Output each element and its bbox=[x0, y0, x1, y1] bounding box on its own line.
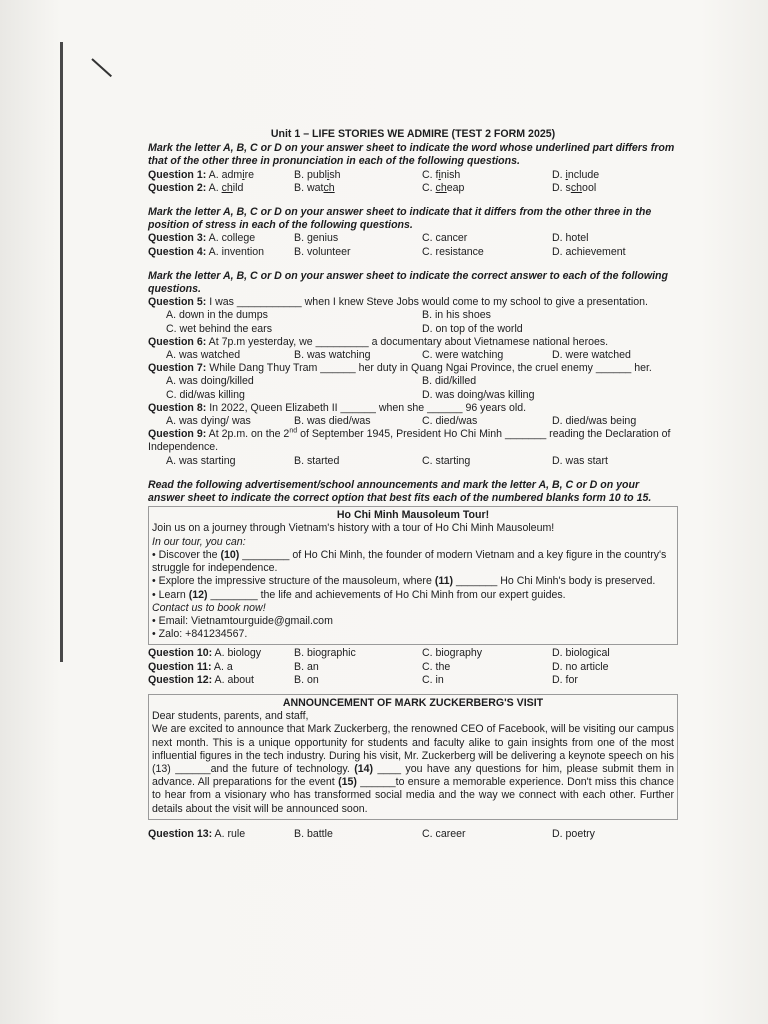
advertisement-bullet-3: • Learn (12) ________ the life and achievements of Ho Chi Minh from our expert guides. bbox=[152, 588, 566, 601]
question-12: Question 12: A. about B. on C. in D. for bbox=[148, 674, 678, 687]
option-b: B. did/killed bbox=[422, 375, 477, 388]
question-10: Question 10: A. biology B. biographic C. biography D. biological bbox=[148, 647, 678, 660]
question-label: Question 9: bbox=[148, 428, 207, 441]
announcement-title: ANNOUNCEMENT OF MARK ZUCKERBERG'S VISIT bbox=[282, 696, 544, 709]
option-d: D. on top of the world bbox=[422, 322, 523, 335]
question-label: Question 10: bbox=[148, 647, 213, 660]
advertisement-email: • Email: Vietnamtourguide@gmail.com bbox=[152, 614, 333, 627]
option-b: B. battle bbox=[294, 827, 333, 840]
option-c: C. in bbox=[422, 673, 444, 686]
question-8-stem: Question 8: In 2022, Queen Elizabeth II ______ when she ______ 96 years old. bbox=[148, 401, 527, 414]
question-5-stem: Question 5: I was ___________ when I knew Steve Jobs would come to my school to give a presentation. bbox=[148, 296, 648, 309]
question-label: Question 12: bbox=[148, 673, 213, 686]
advertisement-bullet-1: • Discover the (10) ________ of Ho Chi Minh, the founder of modern Vietnam and a key figure in the country's struggle for independence. bbox=[152, 548, 667, 575]
stress-instruction: Mark the letter A, B, C or D on your answer sheet to indicate that it differs from the other three in the position of stress in each of the following questions. bbox=[148, 206, 652, 232]
option-d: D. were watched bbox=[552, 349, 631, 362]
question-4: Question 4: A. invention B. volunteer C. resistance D. achievement bbox=[148, 246, 678, 259]
advertisement-bullet-2: • Explore the impressive structure of the mausoleum, where (11) _______ Ho Chi Minh's body is preserved. bbox=[152, 575, 656, 588]
margin-line bbox=[60, 42, 63, 662]
question-3: Question 3: A. college B. genius C. cancer D. hotel bbox=[148, 232, 678, 245]
option-c: C. resistance bbox=[422, 245, 484, 258]
option-d: D. school bbox=[552, 181, 597, 194]
option-a: A. was watched bbox=[166, 349, 241, 362]
option-c: C. were watching bbox=[422, 349, 504, 362]
announcement-box bbox=[148, 694, 678, 820]
option-b: B. biographic bbox=[294, 647, 356, 660]
question-label: Question 6: bbox=[148, 335, 207, 348]
worksheet-title: Unit 1 – LIFE STORIES WE ADMIRE (TEST 2 FORM 2025) bbox=[270, 128, 556, 140]
option-b: B. was watching bbox=[294, 349, 371, 362]
option-d: D. for bbox=[552, 673, 578, 686]
question-7-stem: Question 7: While Dang Thuy Tram ______ her duty in Quang Ngai Province, the cruel enemy ______ her. bbox=[148, 362, 652, 375]
option-a: A. was dying/ was bbox=[166, 415, 251, 428]
announcement-greeting: Dear students, parents, and staff, bbox=[152, 710, 309, 723]
advertisement-title: Ho Chi Minh Mausoleum Tour! bbox=[336, 509, 490, 522]
question-label: Question 8: bbox=[148, 401, 207, 414]
option-b: B. in his shoes bbox=[422, 309, 491, 322]
question-label: Question 4: bbox=[148, 245, 207, 258]
advertisement-intro: Join us on a journey through Vietnam's history with a tour of Ho Chi Minh Mausoleum! bbox=[152, 522, 555, 535]
question-2: Question 2: A. child B. watch C. cheap D. school bbox=[148, 182, 678, 195]
question-8-options bbox=[148, 415, 678, 428]
reading-instruction: Read the following advertisement/school announcements and mark the letter A, B, C or D on your answer sheet to indicate the correct option that best fits each of the numbered blanks form 10 to 15. bbox=[148, 478, 652, 505]
option-c: C. cancer bbox=[422, 232, 468, 245]
advertisement-subheading: In our tour, you can: bbox=[152, 535, 246, 548]
option-d: D. hotel bbox=[552, 232, 589, 245]
option-b: B. genius bbox=[294, 232, 339, 245]
question-1: Question 1: A. admire B. publish C. finish D. include bbox=[148, 169, 678, 182]
option-c: C. the bbox=[422, 660, 451, 673]
option-d: D. was doing/was killing bbox=[422, 388, 535, 401]
question-label: Question 7: bbox=[148, 362, 207, 375]
question-label: Question 1: bbox=[148, 168, 207, 181]
option-b: B. an bbox=[294, 660, 319, 673]
option-c: C. wet behind the ears bbox=[166, 322, 272, 335]
option-a: A. down in the dumps bbox=[166, 309, 268, 322]
option-d: D. no article bbox=[552, 660, 609, 673]
option-c: C. career bbox=[422, 827, 466, 840]
option-d: D. biological bbox=[552, 647, 610, 660]
option-b: B. was died/was bbox=[294, 415, 371, 428]
option-b: B. volunteer bbox=[294, 245, 351, 258]
option-d: D. died/was being bbox=[552, 415, 637, 428]
option-c: C. died/was bbox=[422, 415, 478, 428]
question-label: Question 3: bbox=[148, 232, 207, 245]
option-a: A. was doing/killed bbox=[166, 375, 254, 388]
option-c: C. finish bbox=[422, 168, 461, 181]
question-6-stem: Question 6: At 7p.m yesterday, we _________ a documentary about Vietnamese national heroes. bbox=[148, 335, 609, 348]
option-c: C. starting bbox=[422, 454, 471, 467]
question-label: Question 2: bbox=[148, 181, 207, 194]
question-label: Question 13: bbox=[148, 827, 213, 840]
option-c: C. did/was killing bbox=[166, 388, 245, 401]
question-7-options-row1 bbox=[148, 375, 678, 388]
advertisement-contact: Contact us to book now! bbox=[152, 601, 266, 614]
question-5-options-row1 bbox=[148, 309, 678, 322]
option-b: B. started bbox=[294, 454, 340, 467]
pronunciation-instruction: Mark the letter A, B, C or D on your answer sheet to indicate the word whose underlined part differs from that of the other three in pronunciation in each of the following questions. bbox=[148, 142, 675, 168]
option-c: C. cheap bbox=[422, 181, 465, 194]
option-d: D. include bbox=[552, 168, 600, 181]
option-d: D. achievement bbox=[552, 245, 626, 258]
question-5-options-row2 bbox=[148, 323, 678, 336]
advertisement-box bbox=[148, 506, 678, 645]
option-b: B. publish bbox=[294, 168, 341, 181]
option-c: C. biography bbox=[422, 647, 483, 660]
option-d: D. was start bbox=[552, 454, 608, 467]
option-b: B. watch bbox=[294, 181, 335, 194]
advertisement-zalo: • Zalo: +841234567. bbox=[152, 628, 248, 641]
grammar-instruction: Mark the letter A, B, C or D on your answer sheet to indicate the correct answer to each of the following questions. bbox=[148, 269, 668, 296]
question-6-options bbox=[148, 349, 678, 362]
question-9-options bbox=[148, 455, 678, 468]
question-11: Question 11: A. a B. an C. the D. no article bbox=[148, 661, 678, 674]
option-d: D. poetry bbox=[552, 827, 595, 840]
question-9-stem: Question 9: At 2p.m. on the 2nd of September 1945, President Ho Chi Minh _______ reading the Declaration of Independence. bbox=[148, 427, 671, 454]
question-label: Question 11: bbox=[148, 660, 212, 673]
question-label: Question 5: bbox=[148, 296, 207, 309]
question-13: Question 13: A. rule B. battle C. career D. poetry bbox=[148, 828, 678, 841]
worksheet bbox=[148, 128, 678, 841]
question-7-options-row2 bbox=[148, 389, 678, 402]
option-b: B. on bbox=[294, 673, 319, 686]
announcement-body: We are excited to announce that Mark Zuckerberg, the renowned CEO of Facebook, will be visiting our campus next month. This is a unique opportunity for students and faculty alike to gain insights from one of the most influential figures in the tech industry. During his visit, Mr. Zuckerberg will be delivering a keynote speech on his (13) ______and the future of technology. (14) ____ you have any questions for him, please submit them in advance. All preparations for the event (15) ______to ensure a memorable experience. Don't miss this chance to hear from a visionary who has transformed social media and the way we connect with each other. Further details about the visit will be announced soon. bbox=[152, 723, 674, 815]
option-a: A. was starting bbox=[166, 454, 236, 467]
